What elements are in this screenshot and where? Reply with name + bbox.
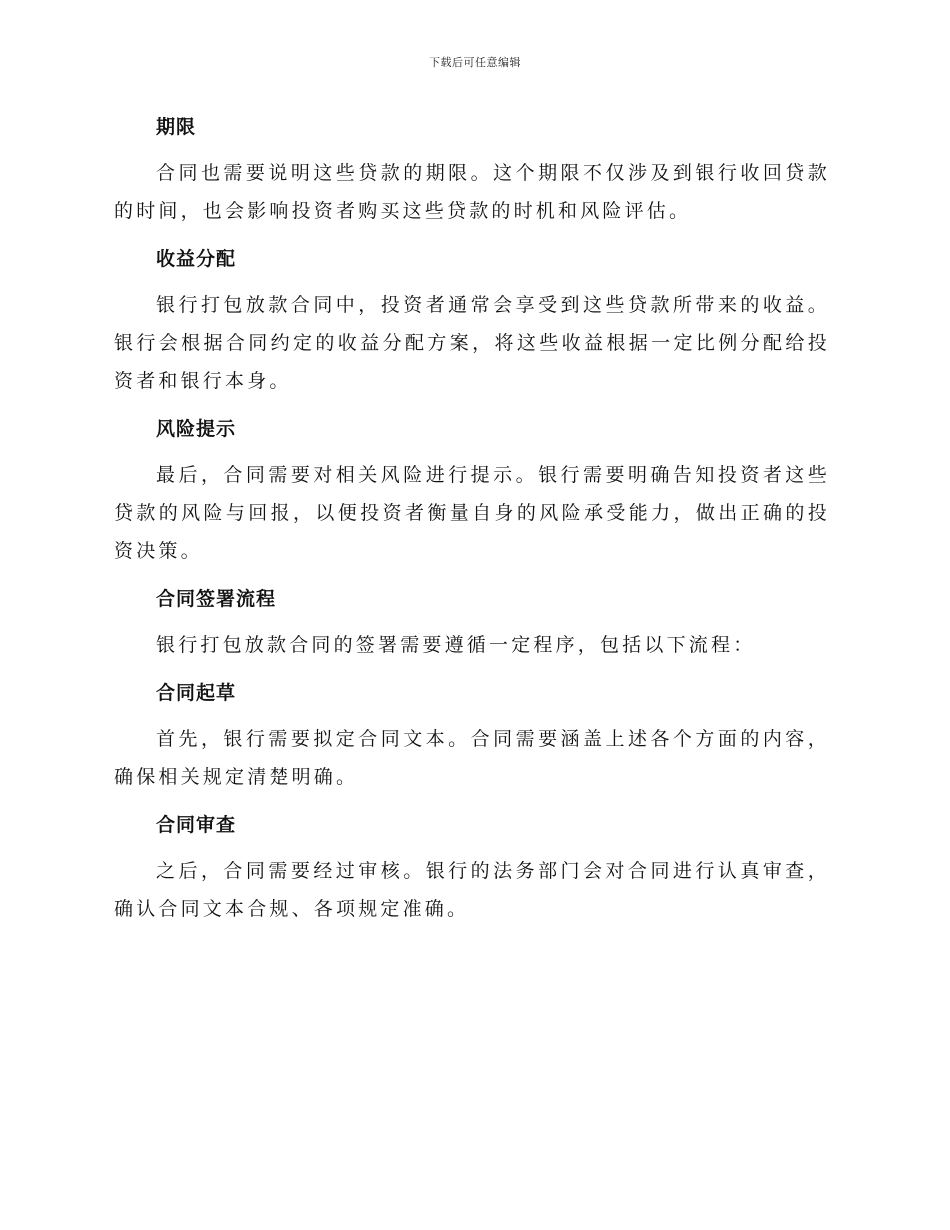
section-paragraph: 之后，合同需要经过审核。银行的法务部门会对合同进行认真审查，确认合同文本合规、各项规定准确。 [114, 860, 830, 920]
section-paragraph: 银行打包放款合同的签署需要遵循一定程序，包括以下流程： [156, 634, 756, 656]
document-body [114, 108, 830, 938]
section-review [114, 806, 830, 928]
section-risk-notice [114, 410, 830, 570]
section-signing-process [114, 580, 830, 664]
section-term [114, 108, 830, 230]
section-heading: 合同起草 [156, 682, 237, 704]
section-drafting [114, 674, 830, 796]
section-heading: 收益分配 [156, 248, 237, 270]
page-header: 下载后可任意编辑 [429, 56, 521, 69]
section-paragraph: 银行打包放款合同中，投资者通常会享受到这些贷款所带来的收益。银行会根据合同约定的收益分配方案，将这些收益根据一定比例分配给投资者和银行本身。 [114, 294, 830, 392]
section-heading: 合同审查 [156, 814, 237, 836]
section-heading: 风险提示 [156, 418, 237, 440]
section-heading: 合同签署流程 [156, 588, 277, 610]
section-paragraph: 首先，银行需要拟定合同文本。合同需要涵盖上述各个方面的内容，确保相关规定清楚明确。 [114, 728, 830, 788]
section-paragraph: 合同也需要说明这些贷款的期限。这个期限不仅涉及到银行收回贷款的时间，也会影响投资者购买这些贷款的时机和风险评估。 [114, 162, 830, 222]
section-heading: 期限 [156, 116, 197, 138]
section-paragraph: 最后，合同需要对相关风险进行提示。银行需要明确告知投资者这些贷款的风险与回报，以便投资者衡量自身的风险承受能力，做出正确的投资决策。 [114, 464, 830, 562]
section-profit-distribution [114, 240, 830, 400]
